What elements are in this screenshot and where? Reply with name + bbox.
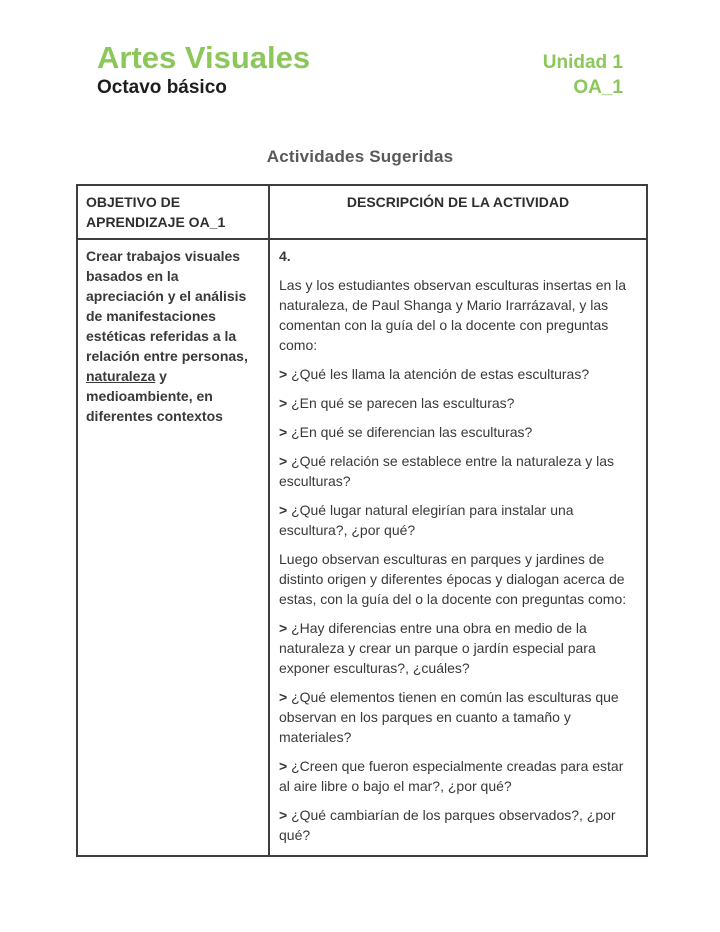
header-row-1 <box>97 42 623 74</box>
activity-question: > ¿Qué elementos tienen en común las esculturas que observan en los parques en cuanto a tamaño y materiales? <box>279 689 619 745</box>
bullet-marker: > <box>279 453 292 469</box>
activity-cell <box>269 239 647 856</box>
doc-header <box>97 42 623 99</box>
table-row <box>77 239 647 856</box>
activity-question: > ¿Qué les llama la atención de estas esculturas? <box>279 366 590 382</box>
bullet-marker: > <box>279 502 292 518</box>
doc-title: Artes Visuales <box>97 40 311 75</box>
activity-question: > ¿Qué cambiarían de los parques observados?, ¿por qué? <box>279 807 616 843</box>
bullet-marker: > <box>279 395 292 411</box>
activity-question: > ¿Hay diferencias entre una obra en medio de la naturaleza y crear un parque o jardín especial para exponer esculturas?, ¿cuáles? <box>279 620 596 676</box>
bullet-marker: > <box>279 424 292 440</box>
column-header-objective: OBJETIVO DE APRENDIZAJE OA_1 <box>77 185 269 239</box>
activity-question: > ¿En qué se parecen las esculturas? <box>279 395 515 411</box>
activity-blocks <box>279 275 637 845</box>
activity-number: 4. <box>279 248 291 264</box>
activity-paragraph: Luego observan esculturas en parques y jardines de distinto origen y diferentes épocas y dialogan acerca de estas, con la guía del o la docente con preguntas como: <box>279 551 627 607</box>
oa-label: OA_1 <box>573 77 623 98</box>
activity-question: > ¿Qué lugar natural elegirían para instalar una escultura?, ¿por qué? <box>279 502 574 538</box>
bullet-marker: > <box>279 758 292 774</box>
objective-text-before: Crear trabajos visuales basados en la apreciación y el análisis de manifestaciones estéticas referidas a la relación entre personas, <box>86 248 248 364</box>
objective-text-after: y medioambiente, en diferentes contextos <box>86 368 223 424</box>
header-row-2 <box>97 77 623 99</box>
doc-subtitle: Octavo básico <box>97 77 227 98</box>
bullet-marker: > <box>279 807 292 823</box>
activity-paragraph: Las y los estudiantes observan esculturas insertas en la naturaleza, de Paul Shanga y Mario Irarrázaval, y las comentan con la guía del o la docente con preguntas como: <box>279 277 627 353</box>
activities-table <box>76 184 648 857</box>
activity-question: > ¿Qué relación se establece entre la naturaleza y las esculturas? <box>279 453 615 489</box>
bullet-marker: > <box>279 620 292 636</box>
naturaleza-link[interactable]: naturaleza <box>86 368 156 384</box>
activity-question: > ¿En qué se diferencian las esculturas? <box>279 424 533 440</box>
section-title: Actividades Sugeridas <box>266 147 454 166</box>
objective-cell <box>77 239 269 856</box>
bullet-marker: > <box>279 689 292 705</box>
unit-label: Unidad 1 <box>542 52 623 73</box>
table-header-row <box>77 185 647 239</box>
column-header-description: DESCRIPCIÓN DE LA ACTIVIDAD <box>269 185 647 239</box>
activity-question: > ¿Creen que fueron especialmente creadas para estar al aire libre o bajo el mar?, ¿por qué? <box>279 758 624 794</box>
bullet-marker: > <box>279 366 292 382</box>
